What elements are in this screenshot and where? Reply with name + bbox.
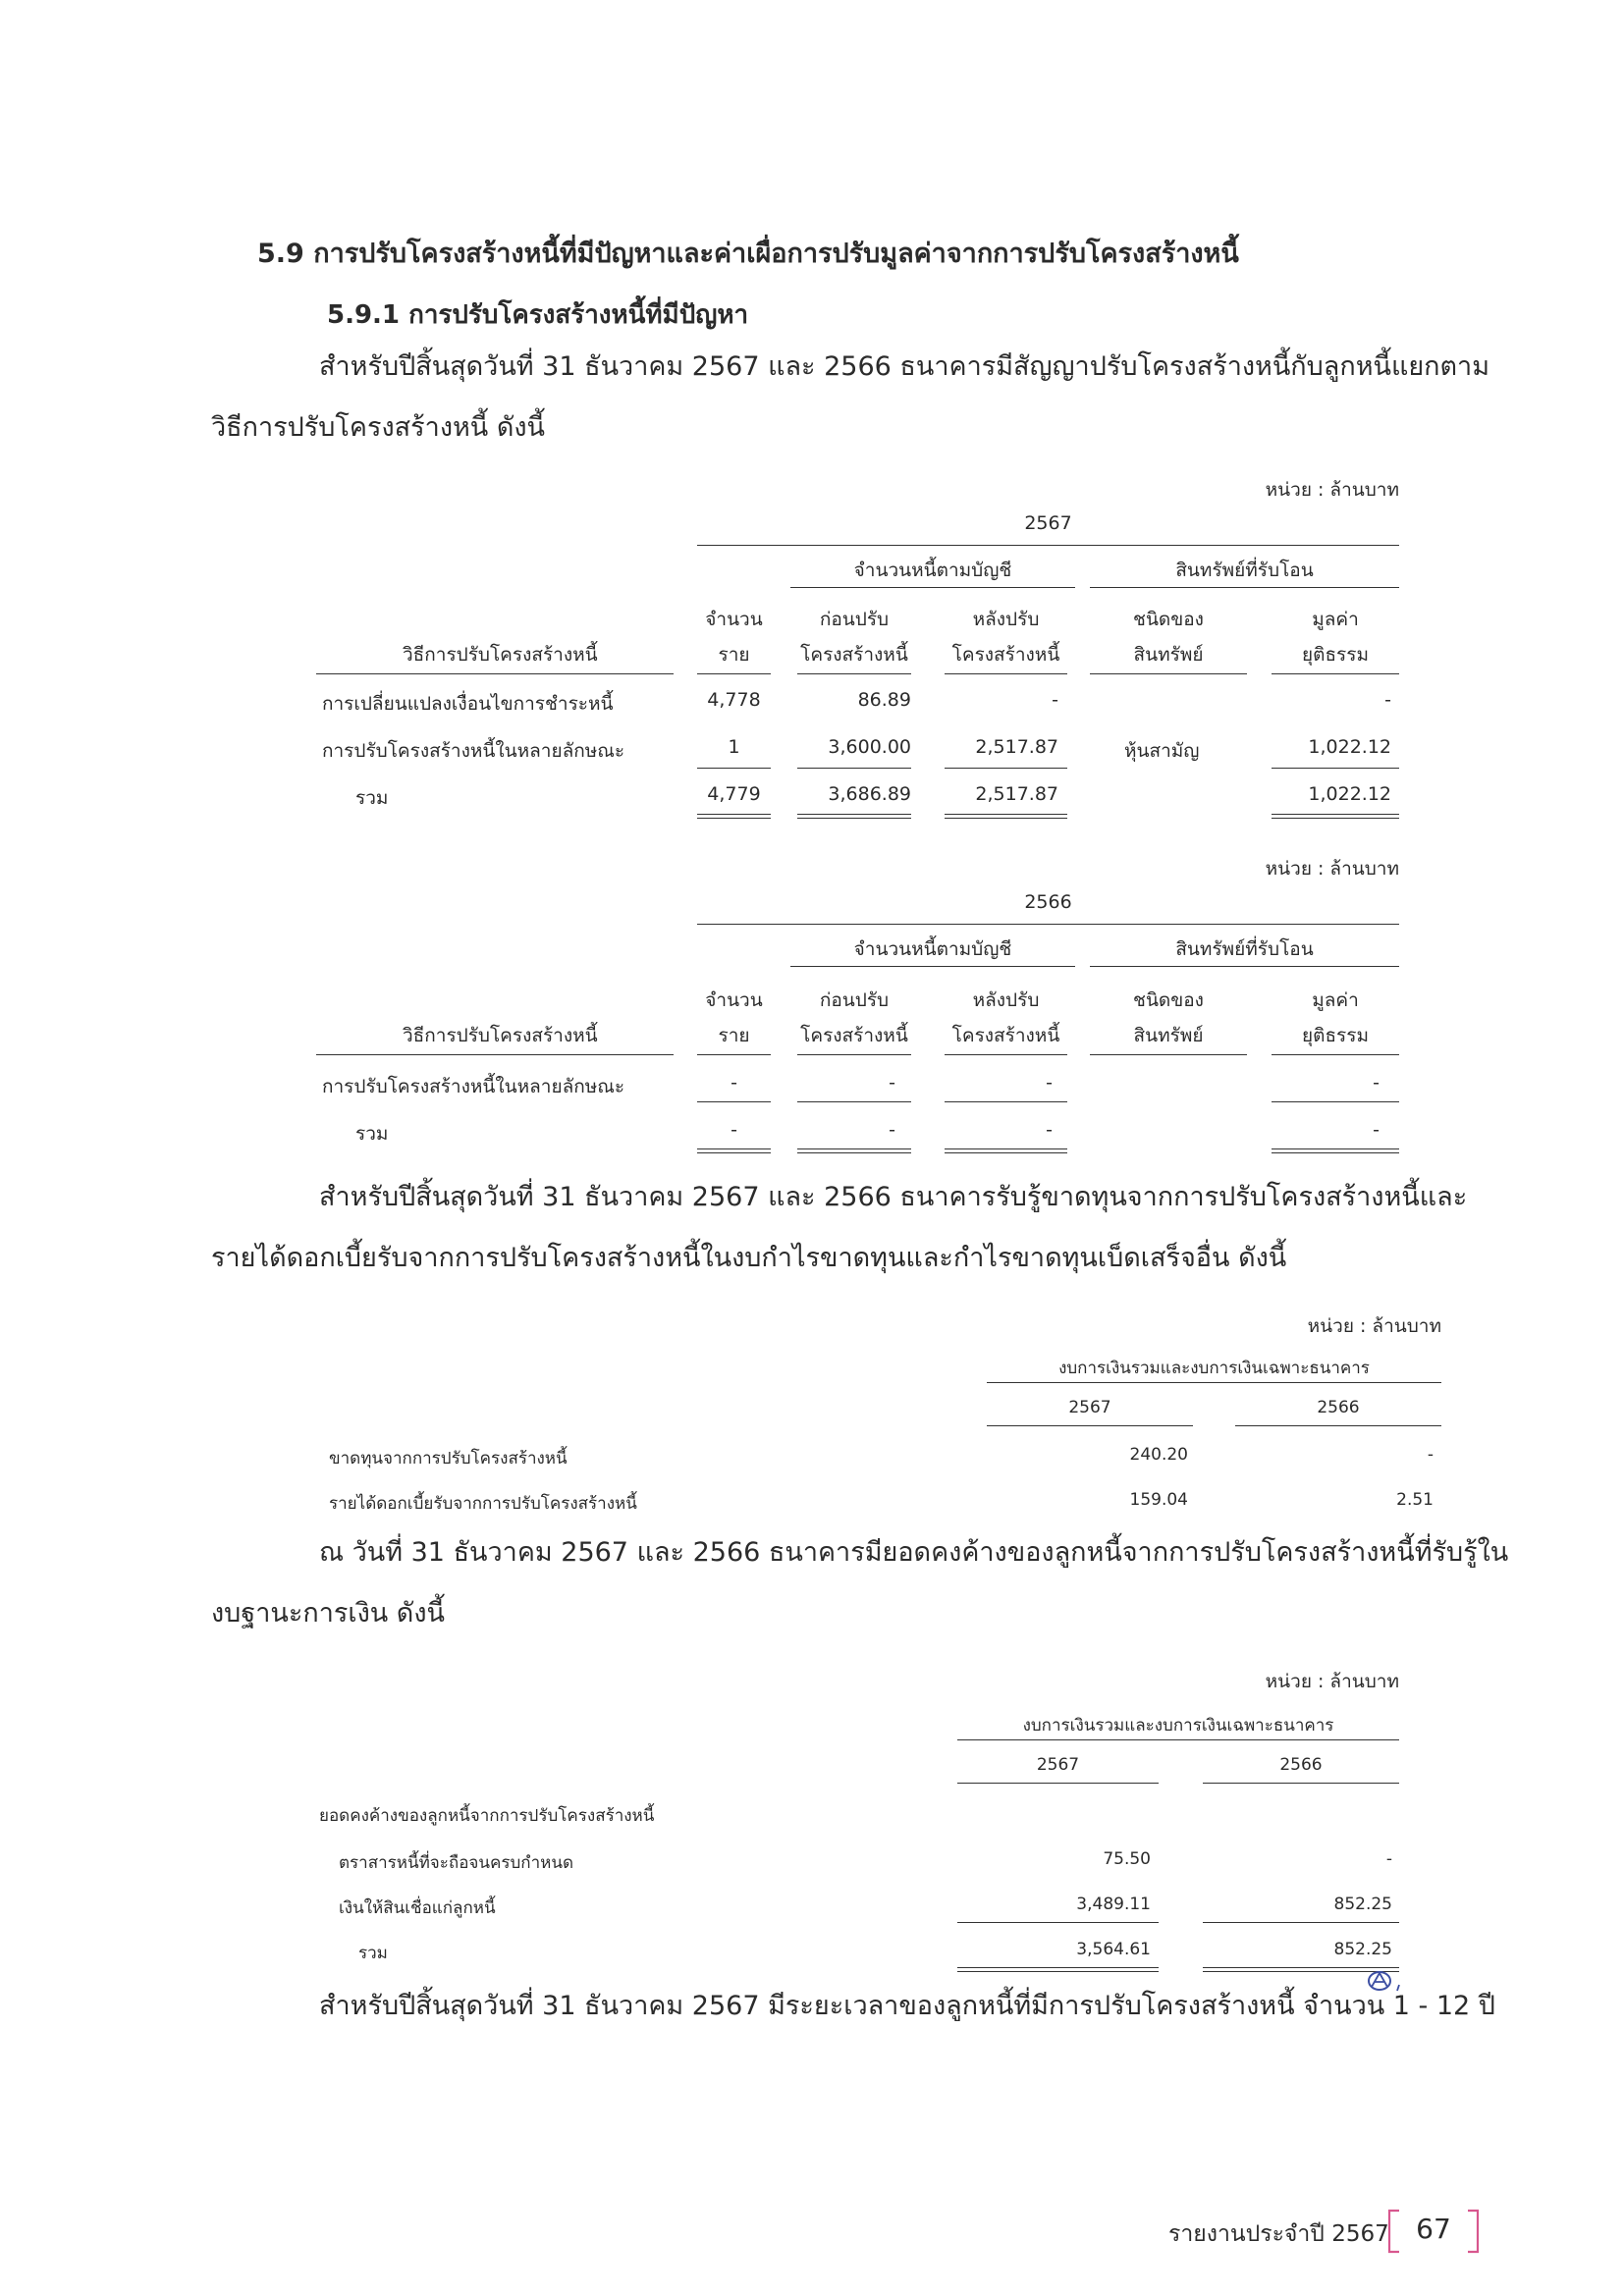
row-count: 1 xyxy=(728,736,740,758)
col-method-header: วิธีการปรับโครงสร้างหนี้ xyxy=(403,644,598,666)
row-value-2567: 240.20 xyxy=(1129,1445,1188,1465)
right-bracket-icon xyxy=(1465,2209,1481,2254)
row-value-2567: 75.50 xyxy=(1103,1849,1151,1869)
row-value-2567: 159.04 xyxy=(1129,1490,1188,1510)
total-value-2566: 852.25 xyxy=(1333,1940,1392,1959)
unit-label: หน่วย : ล้านบาท xyxy=(1265,479,1399,501)
group-header: งบการเงินรวมและงบการเงินเฉพาะธนาคาร xyxy=(1022,1716,1334,1735)
group-asset-header: สินทรัพย์ที่รับโอน xyxy=(1175,938,1314,960)
row-count: 4,778 xyxy=(707,689,761,711)
total-before: - xyxy=(889,1119,895,1141)
rule xyxy=(790,966,1075,967)
rule xyxy=(316,673,674,674)
col-before-header-2: โครงสร้างหนี้ xyxy=(800,644,908,666)
row-label: ตราสารหนี้ที่จะถือจนครบกำหนด xyxy=(339,1853,573,1873)
row-before: 3,600.00 xyxy=(828,736,911,758)
rule xyxy=(1090,587,1399,588)
double-rule xyxy=(697,814,771,819)
rule xyxy=(1090,966,1399,967)
section-heading: 5.9 การปรับโครงสร้างหนี้ที่มีปัญหาและค่าเผื่อการปรับมูลค่าจากการปรับโครงสร้างหนี้ xyxy=(257,239,1239,269)
balance-title: ยอดคงค้างของลูกหนี้จากการปรับโครงสร้างหนี้ xyxy=(319,1806,655,1826)
col-type-header-2: สินทรัพย์ xyxy=(1133,644,1204,666)
row-label: เงินให้สินเชื่อแก่ลูกหนี้ xyxy=(339,1898,496,1918)
rule xyxy=(1203,1783,1399,1784)
rule xyxy=(797,1054,911,1055)
col-fair-header-2: ยุติธรรม xyxy=(1301,644,1369,666)
row-after: 2,517.87 xyxy=(975,736,1058,758)
row-fair: - xyxy=(1373,1072,1380,1094)
year-2567-header: 2567 xyxy=(1036,1755,1080,1775)
col-count-header-1: จำนวน xyxy=(705,609,763,630)
total-before: 3,686.89 xyxy=(828,783,911,805)
row-fair: - xyxy=(1384,689,1391,711)
row-value-2566: 2.51 xyxy=(1396,1490,1434,1510)
unit-label: หน่วย : ล้านบาท xyxy=(1307,1315,1441,1337)
double-rule xyxy=(697,1148,771,1153)
double-rule xyxy=(945,1148,1067,1153)
row-after: - xyxy=(1046,1072,1053,1094)
rule xyxy=(697,545,1399,546)
col-method-header: วิธีการปรับโครงสร้างหนี้ xyxy=(403,1025,598,1046)
group-debt-header: จำนวนหนี้ตามบัญชี xyxy=(853,560,1012,581)
table-year: 2566 xyxy=(1024,891,1072,913)
rule xyxy=(697,924,1399,925)
double-rule xyxy=(797,1148,911,1153)
rule xyxy=(1272,768,1399,769)
rule xyxy=(797,768,911,769)
rule xyxy=(957,1783,1159,1784)
row-asset-type: หุ้นสามัญ xyxy=(1124,740,1200,762)
row-label: ขาดทุนจากการปรับโครงสร้างหนี้ xyxy=(329,1449,568,1468)
col-type-header-1: ชนิดของ xyxy=(1133,989,1204,1011)
total-label: รวม xyxy=(355,1123,389,1145)
double-rule xyxy=(945,814,1067,819)
col-type-header-1: ชนิดของ xyxy=(1133,609,1204,630)
paragraph-1-line-1: สำหรับปีสิ้นสุดวันที่ 31 ธันวาคม 2567 และ 2566 ธนาคารมีสัญญาปรับโครงสร้างหนี้กับลูกหนี้แยกตาม xyxy=(319,351,1490,382)
group-asset-header: สินทรัพย์ที่รับโอน xyxy=(1175,560,1314,581)
row-value-2566: - xyxy=(1427,1445,1434,1465)
unit-label: หน่วย : ล้านบาท xyxy=(1265,1671,1399,1692)
double-rule xyxy=(1272,814,1399,819)
rule xyxy=(945,673,1067,674)
group-debt-header: จำนวนหนี้ตามบัญชี xyxy=(853,938,1012,960)
total-count: - xyxy=(731,1119,737,1141)
rule xyxy=(1203,1922,1399,1923)
rule xyxy=(1272,673,1399,674)
paragraph-3-line-1: ณ วันที่ 31 ธันวาคม 2567 และ 2566 ธนาคารมียอดคงค้างของลูกหนี้จากการปรับโครงสร้างหนี้ที่รับรู้ใน xyxy=(319,1537,1509,1568)
col-fair-header-2: ยุติธรรม xyxy=(1301,1025,1369,1046)
rule xyxy=(957,1922,1159,1923)
group-header: งบการเงินรวมและงบการเงินเฉพาะธนาคาร xyxy=(1058,1359,1370,1378)
col-count-header-2: ราย xyxy=(718,1025,750,1046)
row-label: รายได้ดอกเบี้ยรับจากการปรับโครงสร้างหนี้ xyxy=(329,1494,637,1514)
row-before: - xyxy=(889,1072,895,1094)
report-title: รายงานประจำปี 2567 xyxy=(1168,2221,1389,2247)
rule xyxy=(1272,1054,1399,1055)
col-fair-header-1: มูลค่า xyxy=(1312,609,1359,630)
rule xyxy=(697,1054,771,1055)
double-rule xyxy=(1272,1148,1399,1153)
rule xyxy=(790,587,1075,588)
col-before-header-1: ก่อนปรับ xyxy=(819,989,890,1011)
total-after: 2,517.87 xyxy=(975,783,1058,805)
row-fair: 1,022.12 xyxy=(1308,736,1391,758)
row-label: การปรับโครงสร้างหนี้ในหลายลักษณะ xyxy=(322,740,625,762)
rule xyxy=(1272,1101,1399,1102)
col-after-header-2: โครงสร้างหนี้ xyxy=(951,1025,1060,1046)
row-value-2567: 3,489.11 xyxy=(1076,1895,1151,1914)
year-2566-header: 2566 xyxy=(1279,1755,1323,1775)
table-year: 2567 xyxy=(1024,512,1072,534)
left-bracket-icon xyxy=(1386,2209,1402,2254)
col-count-header-2: ราย xyxy=(718,644,750,666)
row-before: 86.89 xyxy=(857,689,911,711)
rule xyxy=(987,1382,1441,1383)
total-fair: - xyxy=(1373,1119,1380,1141)
row-count: - xyxy=(731,1072,737,1094)
double-rule xyxy=(797,814,911,819)
page-number: 67 xyxy=(1416,2213,1451,2245)
total-label: รวม xyxy=(355,787,389,809)
rule xyxy=(316,1054,674,1055)
paragraph-3-line-2: งบฐานะการเงิน ดังนี้ xyxy=(211,1598,445,1629)
rule xyxy=(697,673,771,674)
total-fair: 1,022.12 xyxy=(1308,783,1391,805)
rule xyxy=(945,768,1067,769)
col-fair-header-1: มูลค่า xyxy=(1312,989,1359,1011)
rule xyxy=(945,1054,1067,1055)
rule xyxy=(697,768,771,769)
row-value-2566: 852.25 xyxy=(1333,1895,1392,1914)
rule xyxy=(945,1101,1067,1102)
col-before-header-2: โครงสร้างหนี้ xyxy=(800,1025,908,1046)
rule xyxy=(797,1101,911,1102)
row-label: การเปลี่ยนแปลงเงื่อนไขการชำระหนี้ xyxy=(322,693,614,715)
row-after: - xyxy=(1052,689,1058,711)
rule xyxy=(1090,673,1247,674)
row-value-2566: - xyxy=(1385,1849,1392,1869)
double-rule xyxy=(957,1967,1159,1972)
col-after-header-2: โครงสร้างหนี้ xyxy=(951,644,1060,666)
rule xyxy=(797,673,911,674)
paragraph-2-line-1: สำหรับปีสิ้นสุดวันที่ 31 ธันวาคม 2567 และ 2566 ธนาคารรับรู้ขาดทุนจากการปรับโครงสร้างหนี้และ xyxy=(319,1182,1468,1212)
subsection-heading: 5.9.1 การปรับโครงสร้างหนี้ที่มีปัญหา xyxy=(327,300,749,330)
total-value-2567: 3,564.61 xyxy=(1076,1940,1151,1959)
total-label: รวม xyxy=(358,1944,388,1963)
rule xyxy=(957,1739,1399,1740)
year-2567-header: 2567 xyxy=(1068,1398,1111,1417)
col-after-header-1: หลังปรับ xyxy=(972,609,1040,630)
col-after-header-1: หลังปรับ xyxy=(972,989,1040,1011)
paragraph-1-line-2: วิธีการปรับโครงสร้างหนี้ ดังนี้ xyxy=(211,412,546,443)
total-after: - xyxy=(1046,1119,1053,1141)
paragraph-4: สำหรับปีสิ้นสุดวันที่ 31 ธันวาคม 2567 มีระยะเวลาของลูกหนี้ที่มีการปรับโครงสร้างหนี้ จำนวน 1 - 12 ปี xyxy=(319,1991,1495,2021)
col-before-header-1: ก่อนปรับ xyxy=(819,609,890,630)
row-label: การปรับโครงสร้างหนี้ในหลายลักษณะ xyxy=(322,1076,625,1097)
paragraph-2-line-2: รายได้ดอกเบี้ยรับจากการปรับโครงสร้างหนี้ในงบกำไรขาดทุนและกำไรขาดทุนเบ็ดเสร็จอื่น ดังนี้ xyxy=(211,1243,1287,1273)
total-count: 4,779 xyxy=(707,783,761,805)
year-2566-header: 2566 xyxy=(1317,1398,1360,1417)
rule xyxy=(1235,1425,1441,1426)
rule xyxy=(1090,1054,1247,1055)
col-type-header-2: สินทรัพย์ xyxy=(1133,1025,1204,1046)
rule xyxy=(987,1425,1193,1426)
unit-label: หน่วย : ล้านบาท xyxy=(1265,858,1399,880)
col-count-header-1: จำนวน xyxy=(705,989,763,1011)
rule xyxy=(697,1101,771,1102)
